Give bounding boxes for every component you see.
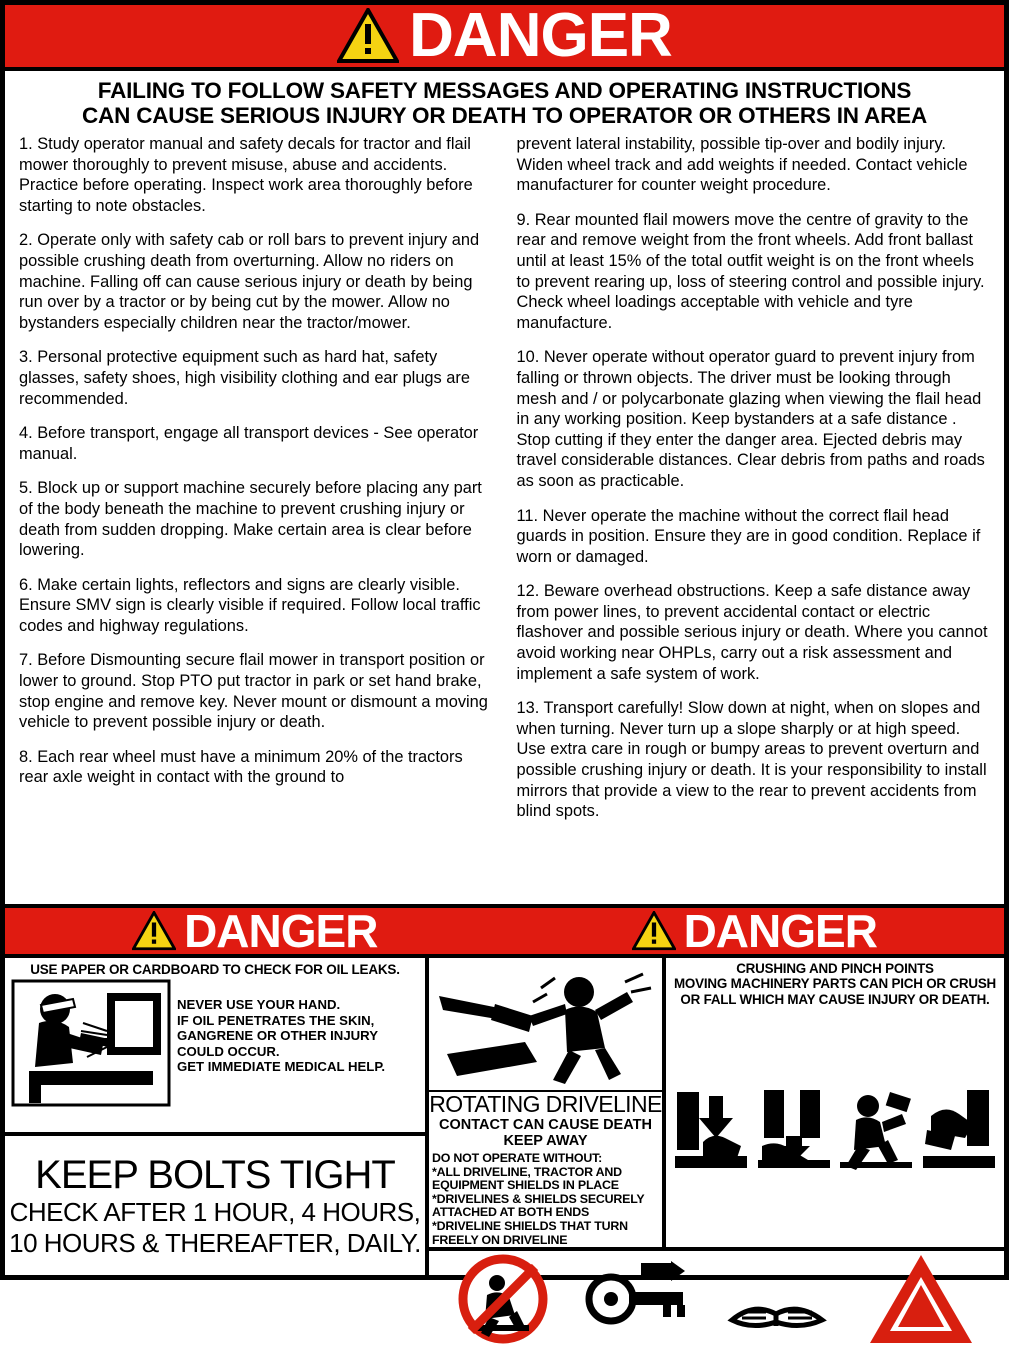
driveline-list-line: FREELY ON DRIVELINE (432, 1232, 568, 1247)
rotating-driveline-panel (429, 958, 666, 1247)
driveline-list-line: EQUIPMENT SHIELDS IN PLACE (432, 1178, 619, 1193)
oil-panel-text (177, 979, 385, 1107)
oil-text-line: IF OIL PENETRATES THE SKIN, (177, 1012, 375, 1028)
driveline-list-line: ATTACHED AT BOTH ENDS (432, 1205, 590, 1220)
danger-banner-top (5, 1, 1004, 71)
driveline-requirements (429, 1149, 662, 1247)
oil-panel-title: USE PAPER OR CARDBOARD TO CHECK FOR OIL LEAKS. (30, 962, 400, 977)
driveline-sub-1: CONTACT CAN CAUSE DEATH (439, 1117, 652, 1133)
person-falling-object-icon (838, 1086, 914, 1170)
driveline-list-line: DO NOT OPERATE WITHOUT: (432, 1151, 603, 1165)
driveline-list-line: *DRIVELINE SHIELDS THAT TURN (432, 1218, 628, 1233)
headline-line-1: FAILING TO FOLLOW SAFETY MESSAGES AND OPERATING INSTRUCTIONS (97, 78, 912, 103)
oil-text-line: GET IMMEDIATE MEDICAL HELP. (177, 1059, 386, 1075)
danger-word: DANGER (409, 1, 672, 70)
read-manual-icon (726, 1266, 830, 1332)
instruction-item: 6. Make certain lights, reflectors and signs are clearly visible. Ensure SMV sign is clearly visible if required. Follow local traffic codes and highway regulations. (19, 575, 481, 635)
instruction-item: prevent lateral instability, possible tip-over and bodily injury. Widen wheel track and add weights if needed. Contact vehicle manufacturer for counter weight procedure. (516, 135, 968, 195)
bolts-heading: KEEP BOLTS TIGHT (35, 1152, 395, 1197)
lower-right-top-row (429, 958, 1004, 1251)
oil-text-line: COULD OCCUR. (177, 1043, 280, 1059)
instruction-item: 11. Never operate the machine without the correct flail head guards in position. Ensure they are in good condition. Replace if worn or damaged. (516, 506, 981, 566)
oil-text-line: NEVER USE YOUR HAND. (177, 997, 341, 1012)
rotating-driveline-entanglement-icon (429, 958, 662, 1092)
instruction-item: 2. Operate only with safety cab or roll bars to prevent injury and possible crushing death from overturning. Allow no riders on machine. Falling off can cause serious injury or death by being run over by a tractor or by being cut by the mower. Allow no bystanders especially children near the tractor/mower. (19, 231, 480, 332)
crush-line-2: MOVING MACHINERY PARTS CAN PICH OR CRUSH (673, 976, 997, 992)
danger-word: DANGER (683, 905, 877, 957)
danger-banner-lower-left (5, 905, 505, 957)
instruction-item: 4. Before transport, engage all transport devices - See operator manual. (19, 424, 479, 463)
no-riders-icon (457, 1253, 549, 1345)
hand-oil-spray-icon (11, 979, 171, 1107)
instruction-column-left (19, 134, 493, 900)
instruction-item: 10. Never operate without operator guard to prevent injury from falling or thrown objects. The driver must be looking through mesh and / or polycarbonate glazing when viewing the flail head in any working position. Keep bystanders at a safe distance . Stop cutting if they enter the danger area. Ejected debris may travel considerable distances. Clear debris from paths and roads as soon as practicable. (516, 348, 985, 490)
remove-key-icon (585, 1261, 689, 1337)
lower-right-icon-row (429, 1251, 1004, 1347)
danger-word: DANGER (184, 905, 378, 957)
driveline-list-line: *DRIVELINES & SHIELDS SECURELY (432, 1191, 645, 1206)
instruction-item: 8. Each rear wheel must have a minimum 20% of the tractors rear axle weight in contact with the ground to (19, 747, 463, 787)
crush-icon-row (670, 1007, 1000, 1244)
crush-line-3: OR FALL WHICH MAY CAUSE INJURY OR DEATH. (680, 991, 990, 1007)
headline (5, 71, 1004, 134)
foot-crush-down-icon (756, 1086, 832, 1170)
driveline-title: ROTATING DRIVELINE (429, 1091, 662, 1117)
lower-left-column (5, 958, 429, 1275)
oil-leak-panel (5, 958, 425, 1136)
headline-line-2: CAN CAUSE SERIOUS INJURY OR DEATH TO OPERATOR OR OTHERS IN AREA (82, 103, 927, 128)
instruction-item: 7. Before Dismounting secure flail mower in transport position or lower to ground. Stop PTO put tractor in park or set hand brake, stop engine and remove key. Never mount or dismount a moving vehicle to prevent possible injury or death. (19, 651, 488, 732)
oil-text-line: GANGRENE OR OTHER INJURY (177, 1028, 379, 1044)
keep-bolts-tight-panel (5, 1136, 425, 1275)
instruction-item: 13. Transport carefully! Slow down at night, when on slopes and when turning. Never turn up a slope sharply or at high speed. Use extra care in rough or bumpy areas to prevent overturn and possible crushing injury or death. It is your responsibility to install mirrors that provide a view to the rear to prevent accidents from blind spots. (516, 699, 987, 821)
instruction-item: 9. Rear mounted flail mowers move the centre of gravity to the rear and remove weight from the front wheels. Add front ballast until at least 15% of the total outfit weight is on the front wheels to prevent rearing up, loss of steering control and possible injury. Check wheel loadings acceptable with vehicle and tyre manufacture. (516, 210, 985, 332)
instruction-item: 1. Study operator manual and safety decals for tractor and flail mower thoroughly to prevent misuse, abuse and accidents. Practice before operating. Inspect work area thoroughly before starting to note obstacles. (19, 135, 473, 215)
lower-right-column (429, 958, 1004, 1275)
instruction-item: 12. Beware overhead obstructions. Keep a safe distance away from power lines, to prevent accidental contact or electric flashover and possible serious injury or death. Where you cannot avoid working near OHPLs, carry out a risk assessment and implement a safe system of work. (516, 582, 988, 683)
warning-triangle-icon (337, 8, 399, 64)
smv-triangle-icon (866, 1251, 976, 1347)
hand-shear-pinch-icon (921, 1086, 997, 1170)
driveline-list-line: *ALL DRIVELINE, TRACTOR AND (432, 1164, 622, 1179)
instruction-item: 3. Personal protective equipment such as hard hat, safety glasses, safety shoes, high visibility clothing and ear plugs are recommended. (19, 348, 470, 408)
danger-banner-lower-right (505, 905, 1005, 957)
crushing-pinch-points-panel (666, 958, 1004, 1247)
instruction-column-right (517, 134, 991, 900)
danger-banner-lower (5, 904, 1004, 958)
crush-line-1: CRUSHING AND PINCH POINTS (736, 961, 934, 976)
bolts-line-1: CHECK AFTER 1 HOUR, 4 HOURS, (9, 1196, 421, 1227)
bolts-line-2: 10 HOURS & THEREAFTER, DAILY. (9, 1227, 421, 1258)
hand-pinch-down-icon (673, 1086, 749, 1170)
instruction-item: 5. Block up or support machine securely before placing any part of the body beneath the machine to prevent crushing injury or death from sudden dropping. Make certain area is clear before lowering. (19, 479, 482, 560)
instruction-columns (5, 134, 1004, 904)
warning-triangle-icon (132, 911, 176, 951)
driveline-sub-2: KEEP AWAY (503, 1133, 588, 1149)
warning-triangle-icon (632, 911, 676, 951)
lower-panels (5, 958, 1004, 1275)
